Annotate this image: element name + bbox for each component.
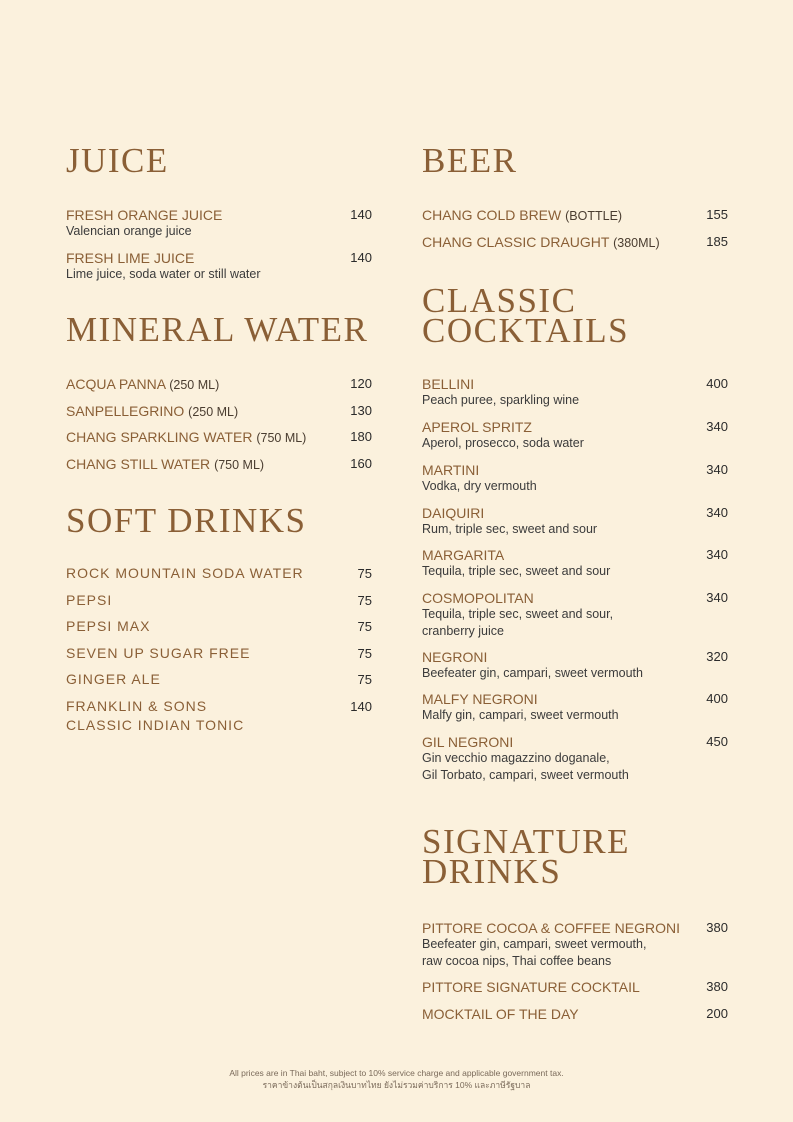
menu-item <box>422 649 728 682</box>
soft-drinks-heading: SOFT DRINKS <box>66 501 307 540</box>
menu-item <box>66 403 372 420</box>
item-price: 340 <box>706 462 728 477</box>
menu-item <box>422 462 728 495</box>
item-name: CHANG CLASSIC DRAUGHT (380ML) <box>422 234 660 250</box>
item-price: 200 <box>706 1006 728 1021</box>
item-size: (250 ML) <box>188 405 239 419</box>
item-name: APEROL SPRITZ <box>422 419 532 435</box>
item-price: 185 <box>706 234 728 249</box>
item-name: SEVEN UP SUGAR FREE <box>66 645 251 661</box>
item-size: (380ML) <box>613 236 660 250</box>
item-name: ROCK MOUNTAIN SODA WATER <box>66 565 304 581</box>
item-price: 75 <box>357 646 372 661</box>
item-name: FRESH LIME JUICE <box>66 250 195 266</box>
item-price: 140 <box>350 250 372 265</box>
item-description: Rum, triple sec, sweet and sour <box>422 522 598 536</box>
item-name: SANPELLEGRINO (250 ML) <box>66 403 239 419</box>
item-name: DAIQUIRI <box>422 505 485 521</box>
menu-item <box>66 376 372 393</box>
item-name: CHANG SPARKLING WATER (750 ML) <box>66 429 307 445</box>
menu-item <box>422 691 728 724</box>
heading-line: SIGNATURE <box>422 822 630 861</box>
item-name: MALFY NEGRONI <box>422 691 538 707</box>
menu-item <box>422 734 728 784</box>
item-name: GINGER ALE <box>66 671 161 687</box>
item-name: PEPSI MAX <box>66 618 151 634</box>
item-name: FRESH ORANGE JUICE <box>66 207 223 223</box>
item-price: 75 <box>357 566 372 581</box>
item-name: FRANKLIN & SONS <box>66 698 208 714</box>
item-description: Tequila, triple sec, sweet and sour, <box>422 607 614 621</box>
item-price: 340 <box>706 505 728 520</box>
item-price: 320 <box>706 649 728 664</box>
item-size: (750 ML) <box>256 431 307 445</box>
menu-item <box>66 617 372 636</box>
menu-item <box>422 234 728 251</box>
juice-heading: JUICE <box>66 141 169 180</box>
item-price: 340 <box>706 590 728 605</box>
menu-item <box>66 429 372 446</box>
item-price: 380 <box>706 920 728 935</box>
item-size: (250 ML) <box>169 378 220 392</box>
heading-line: COCKTAILS <box>422 311 630 350</box>
item-size: (750 ML) <box>214 458 265 472</box>
item-description: Valencian orange juice <box>66 224 192 238</box>
footer-english: All prices are in Thai baht, subject to 10% service charge and applicable government tax. <box>229 1068 564 1078</box>
item-name: GIL NEGRONI <box>422 734 514 750</box>
menu-item <box>422 920 728 970</box>
item-price: 155 <box>706 207 728 222</box>
item-name: MOCKTAIL OF THE DAY <box>422 1006 579 1022</box>
item-name: MARGARITA <box>422 547 505 563</box>
menu-item <box>66 670 372 689</box>
menu-item <box>66 591 372 610</box>
classic-cocktails-heading <box>422 281 630 350</box>
item-name: BELLINI <box>422 376 475 392</box>
item-price: 75 <box>357 672 372 687</box>
item-description-line2: raw cocoa nips, Thai coffee beans <box>422 954 612 968</box>
item-price: 380 <box>706 979 728 994</box>
item-description: Peach puree, sparkling wine <box>422 393 580 407</box>
item-description: Gin vecchio magazzino doganale, <box>422 751 610 765</box>
footer-thai: ราคาข้างต้นเป็นสกุลเงินบาทไทย ยังไม่รวมค่าบริการ 10% และภาษีรัฐบาล <box>262 1080 531 1090</box>
menu-item <box>422 1006 728 1022</box>
item-price: 400 <box>706 376 728 391</box>
item-price: 160 <box>350 456 372 471</box>
heading-line: CLASSIC <box>422 281 577 320</box>
menu-item <box>422 590 728 640</box>
menu-item <box>422 376 728 409</box>
item-price: 120 <box>350 376 372 391</box>
item-name: CHANG COLD BREW (BOTTLE) <box>422 207 623 223</box>
item-size: (BOTTLE) <box>565 209 623 223</box>
item-name: ACQUA PANNA (250 ML) <box>66 376 220 392</box>
item-description: Beefeater gin, campari, sweet vermouth, <box>422 937 647 951</box>
menu-item <box>66 207 372 240</box>
menu-item <box>422 419 728 452</box>
item-price: 340 <box>706 419 728 434</box>
beer-heading: BEER <box>422 141 518 180</box>
footer-note <box>0 1067 793 1091</box>
item-name: NEGRONI <box>422 649 488 665</box>
menu-item <box>422 505 728 538</box>
signature-drinks-heading <box>422 822 630 891</box>
item-description: Tequila, triple sec, sweet and sour <box>422 564 611 578</box>
item-name: COSMOPOLITAN <box>422 590 534 606</box>
item-price: 400 <box>706 691 728 706</box>
item-price: 450 <box>706 734 728 749</box>
item-name-line2: CLASSIC INDIAN TONIC <box>66 717 245 733</box>
menu-item <box>66 456 372 473</box>
menu-item <box>66 644 372 663</box>
item-description: Beefeater gin, campari, sweet vermouth <box>422 666 643 680</box>
item-price: 75 <box>357 619 372 634</box>
menu-item <box>66 250 372 283</box>
menu-item <box>66 564 372 583</box>
item-name: PITTORE COCOA & COFFEE NEGRONI <box>422 920 680 936</box>
item-price: 180 <box>350 429 372 444</box>
menu-item <box>66 697 372 735</box>
item-name: PEPSI <box>66 592 113 608</box>
item-price: 130 <box>350 403 372 418</box>
item-name: CHANG STILL WATER (750 ML) <box>66 456 265 472</box>
menu-item <box>422 979 728 995</box>
item-description: Malfy gin, campari, sweet vermouth <box>422 708 619 722</box>
item-price: 140 <box>350 699 372 714</box>
item-description-line2: cranberry juice <box>422 624 504 638</box>
item-price: 75 <box>357 593 372 608</box>
item-description: Aperol, prosecco, soda water <box>422 436 584 450</box>
item-price: 140 <box>350 207 372 222</box>
mineral-water-heading: MINERAL WATER <box>66 310 369 349</box>
heading-line: DRINKS <box>422 852 562 891</box>
item-name: PITTORE SIGNATURE COCKTAIL <box>422 979 640 995</box>
item-description: Lime juice, soda water or still water <box>66 267 261 281</box>
item-description: Vodka, dry vermouth <box>422 479 537 493</box>
item-description-line2: Gil Torbato, campari, sweet vermouth <box>422 768 629 782</box>
item-price: 340 <box>706 547 728 562</box>
item-name: MARTINI <box>422 462 480 478</box>
menu-item <box>422 547 728 580</box>
menu-item <box>422 207 728 224</box>
